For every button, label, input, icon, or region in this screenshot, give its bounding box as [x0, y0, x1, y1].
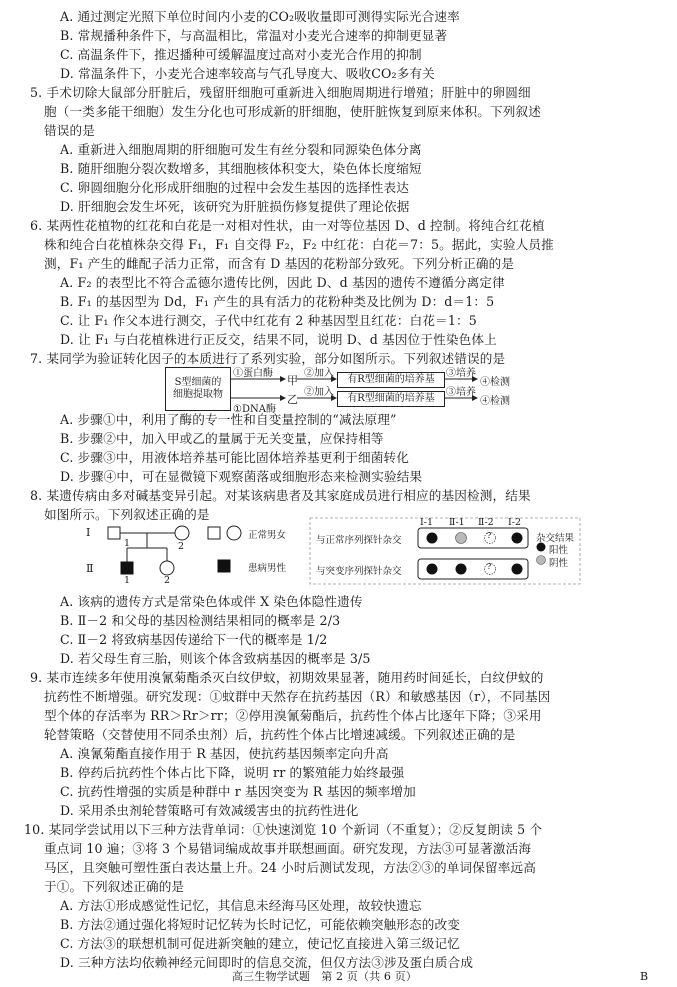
dot-row1-I1: [427, 533, 438, 544]
q10-option-d: D. 三种方法均依赖神经元间即时的信息交流，但仅方法③涉及蛋白质合成: [60, 955, 474, 970]
q6-stem-line2: 株和纯合白花植株杂交得 F₁，F₁ 自交得 F₂，F₂ 中红花：白花＝7：5。据此，实验人员推: [44, 237, 554, 252]
q9-option-a: A. 溴氰菊酯直接作用于 R 基因，使抗药基因频率定向升高: [60, 746, 389, 761]
q4-option-c: C. 高温条件下，推迟播种可缓解温度过高对小麦光合作用的抑制: [60, 47, 422, 62]
q5-option-a: A. 重新进入细胞周期的肝细胞可发生有丝分裂和同源染色体分离: [60, 142, 422, 157]
culture1-label: ③培养: [446, 368, 476, 379]
col-II2: Ⅱ-2: [478, 517, 494, 528]
dot-row2-I2: [512, 564, 523, 575]
q10-option-c: C. 方法③的联想机制可促进新突触的建立，使记忆直接进入第三级记忆: [60, 936, 460, 951]
add2-label: ②加入: [304, 387, 334, 398]
medium2-label: 有R型细菌的培养基: [347, 393, 435, 404]
legend-normal-label: 正常男女: [248, 530, 287, 541]
product1-label: 甲: [287, 374, 298, 387]
q5-option-d: D. 肝细胞会发生坏死，该研究为肝脏损伤修复提供了理论依据: [60, 199, 410, 214]
q5-stem-line2: 胞（一类多能干细胞）发生分化也可形成新的肝细胞，使肝脏恢复到原来体积。下列叙述: [44, 104, 542, 119]
legend-negative-label: 阴性: [549, 558, 569, 569]
q5-stem-line1: 5. 手术切除大鼠部分肝脏后，残留肝细胞可重新进入细胞周期进行增殖；肝脏中的卵圆细: [30, 85, 531, 100]
unknown-mark-1: ?: [487, 531, 492, 540]
q8-option-c: C. Ⅱ－2 将致病基因传递给下一代的概率是 1/2: [60, 632, 328, 647]
q9-stem-line4: 轮替策略（交替使用不同杀虫剂）后，抗药性个体占比增速减缓。下列叙述正确的是: [44, 727, 516, 742]
q9-option-b: B. 停药后抗药性个体占比下降，说明 rr 的繁殖能力始终最强: [60, 765, 405, 780]
dot-row2-I1: [427, 564, 438, 575]
dot-row2-II1: [456, 564, 467, 575]
col-I1: Ⅰ-1: [420, 517, 434, 528]
q10-option-b: B. 方法②通过强化将短时记忆转为长时记忆，可能依赖突触形态的改变: [60, 917, 461, 932]
q10-stem-line3: 马区，且突触可塑性蛋白表达量上升。24 小时后测试发现，方法②③的单词保留率远高: [44, 860, 536, 875]
dot-row1-I2: [512, 533, 523, 544]
q9-option-c: C. 抗药性增强的实质是种群中 r 基因突变为 R 基因的频率增加: [60, 784, 416, 799]
gen1-label: Ⅰ: [86, 526, 91, 539]
II2-num: 2: [164, 575, 171, 586]
hybrid-result-title: 杂交结果: [536, 533, 575, 544]
q8-option-b: B. Ⅱ－2 和父母的基因检测结果相同的概率是 2/3: [60, 613, 341, 628]
q7-stem-line1: 7. 某同学为验证转化因子的本质进行了系列实验，部分如图所示。下列叙述错误的是: [30, 351, 506, 366]
enzyme1-label: ①蛋白酶: [233, 368, 273, 379]
col-II1: Ⅱ-1: [449, 517, 465, 528]
I2-num: 2: [178, 541, 185, 552]
paper-version-mark: B: [640, 970, 649, 983]
q6-option-b: B. F₁ 的基因型为 Dd，F₁ 产生的具有活力的花粉种类及比例为 D：d＝1：5: [60, 294, 495, 309]
q6-option-a: A. F₂ 的表型比不符合孟德尔遗传比例，因此 D、d 基因的遗传不遵循分离定律: [60, 275, 505, 290]
col-I2: Ⅰ-2: [508, 517, 522, 528]
add1-label: ②加入: [304, 368, 334, 379]
q10-stem-line4: 于①。下列叙述正确的是: [44, 879, 185, 894]
q6-option-c: C. 让 F₁ 作父本进行测交，子代中红花有 2 种基因型且红花：白花＝1：5: [60, 313, 477, 328]
row-normal-probe: 与正常序列探针杂交: [316, 535, 402, 546]
row-mutant-probe: 与突变序列探针杂交: [316, 566, 402, 577]
culture2-label: ③培养: [446, 387, 476, 398]
product2-label: 乙: [287, 393, 298, 406]
q5-option-b: B. 随肝细胞分裂次数增多，其细胞核体积变大，染色体长度缩短: [60, 161, 422, 176]
q6-stem-line1: 6. 某两性花植物的红花和白花是一对相对性状，由一对等位基因 D、d 控制。将纯合红花植: [30, 218, 545, 233]
q6-option-d: D. 让 F₁ 与白花植株进行正反交，结果不同，说明 D、d 基因位于性染色体上: [60, 332, 497, 347]
q5-option-c: C. 卵圆细胞分化形成肝细胞的过程中会发生基因的选择性表达: [60, 180, 409, 195]
II1-num: 1: [124, 575, 131, 586]
q9-stem-line3: 型个体的存活率为 RR＞Rr＞rr；②停用溴氰菊酯后，抗药性个体占比逐年下降；③采用: [44, 708, 542, 723]
q9-stem-line1: 9. 某市连续多年使用溴氰菊酯杀灭白纹伊蚊，初期效果显著，随用药时间延长，白纹伊蚊的: [30, 670, 544, 685]
legend-positive-label: 阳性: [549, 545, 569, 556]
q7-option-a: A. 步骤①中，利用了酶的专一性和自变量控制的“减法原理”: [60, 412, 397, 427]
detect2-label: ④检测: [480, 396, 510, 407]
q8-stem-line1: 8. 某遗传病由多对碱基变异引起。对某该病患者及其家庭成员进行相应的基因检测，结果: [30, 488, 531, 503]
q4-option-d: D. 常温条件下，小麦光合速率较高与气孔导度大、吸收CO₂多有关: [60, 66, 435, 81]
legend-affected-label: 患病男性: [248, 563, 287, 574]
q7-option-d: D. 步骤④中，可在显微镜下观察菌落或细胞形态来检测实验结果: [60, 469, 423, 484]
detect1-label: ④检测: [480, 377, 510, 388]
legend-negative-dot: [537, 556, 546, 565]
dot-row1-II1: [456, 533, 467, 544]
q8-option-d: D. 若父母生育三胎，则该个体含致病基因的概率是 3/5: [60, 651, 371, 666]
q10-option-a: A. 方法①形成感觉性记忆，其信息未经海马区处理，故较快遗忘: [60, 898, 422, 913]
medium1-label: 有R型细菌的培养基: [347, 374, 435, 385]
q5-stem-line3: 错误的是: [44, 123, 95, 138]
q8-stem-line2: 如图所示。下列叙述正确的是: [44, 507, 210, 522]
enzyme2-label: ①DNA酶: [233, 404, 276, 415]
gen2-label: Ⅱ: [86, 562, 94, 575]
unknown-mark-2: ?: [487, 562, 492, 571]
q4-option-a: A. 通过测定光照下单位时间内小麦的CO₂吸收量即可测得实际光合速率: [60, 9, 460, 24]
source-label: S型细菌的细胞提取物: [173, 377, 223, 400]
page-footer: 高三生物学试题 第 2 页（共 6 页）: [232, 970, 417, 983]
q7-option-b: B. 步骤②中，加入甲或乙的量属于无关变量，应保持相等: [60, 431, 384, 446]
q4-option-b: B. 常规播种条件下，与高温相比，常温对小麦光合速率的抑制更显著: [60, 28, 448, 43]
q7-option-c: C. 步骤③中，用液体培养基可能比固体培养基更利于细菌转化: [60, 450, 409, 465]
q8-option-a: A. 该病的遗传方式是常染色体或伴 X 染色体隐性遗传: [60, 594, 363, 609]
q9-stem-line2: 抗药性不断增强。研究发现：①蚊群中天然存在抗药基因（R）和敏感基因（r），不同基因: [44, 689, 551, 704]
I1-num: 1: [124, 538, 131, 549]
q10-stem-line1: 10. 某同学尝试用以下三种方法背单词：①快速浏览 10 个新词（不重复）；②反复朗读 5 个: [24, 822, 543, 837]
q10-stem-line2: 重点词 10 遍；③将 3 个易错词编成故事并联想画面。研究发现，方法③可显著激活海: [44, 841, 532, 856]
q6-stem-line3: 测，F₁ 产生的雌配子活力正常，而含有 D 基因的花粉部分致死。下列分析正确的是: [44, 256, 515, 271]
q9-option-d: D. 采用杀虫剂轮替策略可有效减缓害虫的抗药性进化: [60, 803, 359, 818]
